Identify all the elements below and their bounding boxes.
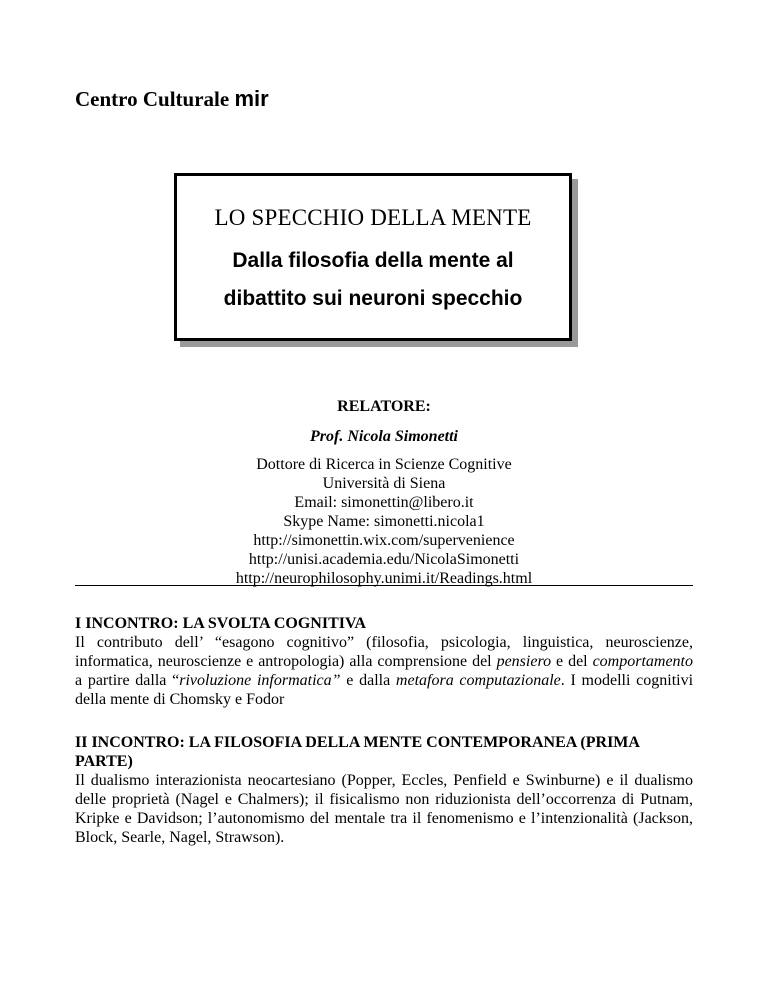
session-1-body — [75, 633, 693, 709]
subtitle-line-2: dibattito sui neuroni specchio — [223, 287, 523, 310]
session-2 — [75, 733, 693, 847]
subtitle-line-1: Dalla filosofia della mente al — [232, 249, 514, 272]
speaker-link-wix: http://simonettin.wix.com/supervenience — [253, 532, 515, 549]
brand-logo-text: mir — [234, 86, 269, 111]
session-1-text-3: a partire dalla “ — [75, 672, 180, 689]
speaker-skype: Skype Name: simonetti.nicola1 — [283, 513, 485, 530]
speaker-link-readings: http://neurophilosophy.unimi.it/Readings.html — [235, 570, 533, 587]
session-2-heading: II INCONTRO: LA FILOSOFIA DELLA MENTE CONTEMPORANEA (PRIMA PARTE) — [75, 734, 640, 770]
speaker-university: Università di Siena — [322, 475, 446, 492]
title-box — [174, 173, 572, 341]
session-1-heading: I INCONTRO: LA SVOLTA COGNITIVA — [75, 615, 367, 632]
session-1-text-5: . I modelli cognitivi della mente di Chomsky e Fodor — [75, 672, 694, 708]
speaker-link-academia: http://unisi.academia.edu/NicolaSimonetti — [248, 551, 520, 568]
speaker-label: RELATORE: — [337, 398, 431, 415]
session-1-text-4: e dalla — [340, 672, 396, 689]
session-2-body: Il dualismo interazionista neocartesiano (Popper, Eccles, Penfield e Swinburne) e il dualismo delle proprietà (Nagel e Chalmers); il fisicalismo non riduzionista dell’occorrenza di Putnam, Kripke e Davidson; l’autonomismo del mentale tra il fenomenismo e l’intenzionalità (Jackson, Block, Searle, Nagel, Strawson). — [75, 772, 693, 846]
org-header — [75, 86, 269, 112]
session-1-text-1: Il contributo dell’ “esagono cognitivo” (filosofia, psicologia, linguistica, neuroscienze, informatica, neuroscienze e antropologia) alla comprensione del — [75, 634, 693, 670]
session-1-em-pensiero: pensiero — [496, 653, 552, 670]
session-1-text-2: e del — [551, 653, 593, 670]
page-title: LO SPECCHIO DELLA MENTE — [214, 205, 532, 230]
speaker-block — [0, 397, 768, 588]
org-name: Centro Culturale — [75, 87, 230, 111]
session-1-em-rivoluzione: rivoluzione informatica” — [179, 672, 341, 689]
page-subtitle — [177, 242, 569, 318]
session-1-em-metafora: metafora computazionale — [395, 672, 561, 689]
session-1 — [75, 614, 693, 709]
section-divider — [75, 585, 693, 586]
speaker-name: Prof. Nicola Simonetti — [310, 428, 458, 445]
speaker-degree: Dottore di Ricerca in Scienze Cognitive — [256, 456, 512, 473]
speaker-email: Email: simonettin@libero.it — [294, 494, 474, 511]
session-1-em-comportamento: comportamento — [592, 653, 693, 670]
